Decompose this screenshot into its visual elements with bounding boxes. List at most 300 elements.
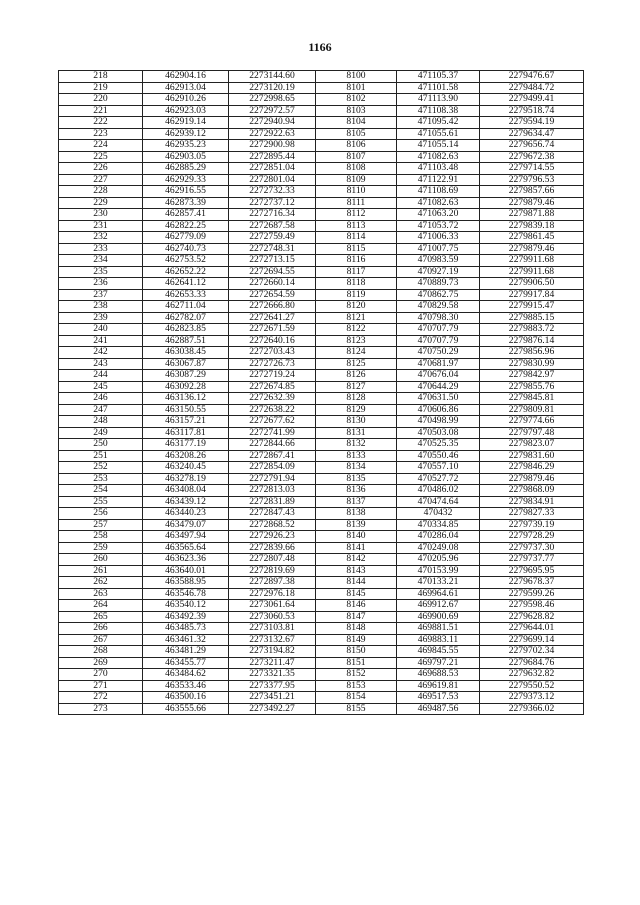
y-coordinate-right: 2279739.19: [480, 519, 584, 531]
point-id-left: 227: [59, 174, 143, 186]
x-coordinate-left: 463500.16: [143, 692, 229, 704]
y-coordinate-right: 2279714.55: [480, 163, 584, 175]
table-row: [59, 289, 584, 301]
x-coordinate-right: 470644.29: [397, 381, 480, 393]
x-coordinate-right: 470983.59: [397, 255, 480, 267]
x-coordinate-right: 470606.86: [397, 404, 480, 416]
x-coordinate-right: 471113.90: [397, 94, 480, 106]
point-id-right: 8123: [316, 335, 397, 347]
coordinates-table: [58, 70, 584, 715]
y-coordinate-left: 2272677.62: [229, 416, 316, 428]
point-id-left: 240: [59, 324, 143, 336]
table-row: [59, 243, 584, 255]
x-coordinate-right: 470750.29: [397, 347, 480, 359]
point-id-right: 8133: [316, 450, 397, 462]
y-coordinate-right: 2279911.68: [480, 255, 584, 267]
point-id-right: 8102: [316, 94, 397, 106]
y-coordinate-left: 2272632.39: [229, 393, 316, 405]
x-coordinate-left: 462641.12: [143, 278, 229, 290]
x-coordinate-left: 462913.04: [143, 82, 229, 94]
x-coordinate-left: 463067.87: [143, 358, 229, 370]
y-coordinate-right: 2279598.46: [480, 600, 584, 612]
x-coordinate-right: 470474.64: [397, 496, 480, 508]
point-id-left: 220: [59, 94, 143, 106]
point-id-right: 8111: [316, 197, 397, 209]
x-coordinate-right: 469688.53: [397, 669, 480, 681]
y-coordinate-right: 2279774.66: [480, 416, 584, 428]
x-coordinate-left: 463485.73: [143, 623, 229, 635]
point-id-left: 247: [59, 404, 143, 416]
point-id-left: 239: [59, 312, 143, 324]
point-id-right: 8114: [316, 232, 397, 244]
point-id-left: 244: [59, 370, 143, 382]
x-coordinate-right: 471082.63: [397, 197, 480, 209]
point-id-left: 218: [59, 71, 143, 83]
x-coordinate-right: 470286.04: [397, 531, 480, 543]
table-row: [59, 554, 584, 566]
y-coordinate-left: 2272854.09: [229, 462, 316, 474]
y-coordinate-right: 2279911.68: [480, 266, 584, 278]
y-coordinate-left: 2272748.31: [229, 243, 316, 255]
point-id-right: 8113: [316, 220, 397, 232]
x-coordinate-right: 471108.38: [397, 105, 480, 117]
x-coordinate-right: 470707.79: [397, 324, 480, 336]
y-coordinate-right: 2279834.91: [480, 496, 584, 508]
x-coordinate-left: 462929.33: [143, 174, 229, 186]
x-coordinate-right: 470334.85: [397, 519, 480, 531]
point-id-left: 238: [59, 301, 143, 313]
point-id-right: 8106: [316, 140, 397, 152]
point-id-left: 263: [59, 588, 143, 600]
x-coordinate-right: 470527.72: [397, 473, 480, 485]
table-row: [59, 577, 584, 589]
point-id-right: 8141: [316, 542, 397, 554]
point-id-right: 8154: [316, 692, 397, 704]
table-row: [59, 255, 584, 267]
table-row: [59, 94, 584, 106]
y-coordinate-left: 2272654.59: [229, 289, 316, 301]
y-coordinate-right: 2279678.37: [480, 577, 584, 589]
x-coordinate-right: 470631.50: [397, 393, 480, 405]
y-coordinate-right: 2279632.82: [480, 669, 584, 681]
table-row: [59, 393, 584, 405]
y-coordinate-left: 2272868.52: [229, 519, 316, 531]
y-coordinate-right: 2279634.47: [480, 128, 584, 140]
table-row: [59, 485, 584, 497]
y-coordinate-right: 2279917.84: [480, 289, 584, 301]
table-row: [59, 140, 584, 152]
table-row: [59, 232, 584, 244]
y-coordinate-left: 2272671.59: [229, 324, 316, 336]
table-row: [59, 209, 584, 221]
table-row: [59, 600, 584, 612]
point-id-left: 221: [59, 105, 143, 117]
point-id-right: 8128: [316, 393, 397, 405]
x-coordinate-left: 462652.22: [143, 266, 229, 278]
point-id-left: 223: [59, 128, 143, 140]
y-coordinate-right: 2279906.50: [480, 278, 584, 290]
x-coordinate-right: 471095.42: [397, 117, 480, 129]
point-id-right: 8117: [316, 266, 397, 278]
point-id-left: 229: [59, 197, 143, 209]
point-id-left: 254: [59, 485, 143, 497]
x-coordinate-right: 470503.08: [397, 427, 480, 439]
x-coordinate-right: 470486.02: [397, 485, 480, 497]
y-coordinate-left: 2273132.67: [229, 634, 316, 646]
table-row: [59, 128, 584, 140]
point-id-left: 242: [59, 347, 143, 359]
point-id-left: 231: [59, 220, 143, 232]
x-coordinate-right: 469619.81: [397, 680, 480, 692]
page-number: 1166: [308, 40, 332, 54]
y-coordinate-left: 2272900.98: [229, 140, 316, 152]
x-coordinate-left: 463439.12: [143, 496, 229, 508]
y-coordinate-left: 2273492.27: [229, 703, 316, 715]
y-coordinate-right: 2279861.45: [480, 232, 584, 244]
y-coordinate-left: 2272737.12: [229, 197, 316, 209]
y-coordinate-left: 2273120.19: [229, 82, 316, 94]
x-coordinate-left: 463136.12: [143, 393, 229, 405]
y-coordinate-left: 2272687.58: [229, 220, 316, 232]
x-coordinate-left: 462753.52: [143, 255, 229, 267]
x-coordinate-right: 469797.21: [397, 657, 480, 669]
point-id-left: 241: [59, 335, 143, 347]
point-id-right: 8140: [316, 531, 397, 543]
x-coordinate-right: 471108.69: [397, 186, 480, 198]
x-coordinate-left: 462887.51: [143, 335, 229, 347]
x-coordinate-left: 463546.78: [143, 588, 229, 600]
table-row: [59, 531, 584, 543]
point-id-right: 8127: [316, 381, 397, 393]
x-coordinate-left: 462740.73: [143, 243, 229, 255]
x-coordinate-left: 463640.01: [143, 565, 229, 577]
y-coordinate-right: 2279702.34: [480, 646, 584, 658]
y-coordinate-left: 2272926.23: [229, 531, 316, 543]
x-coordinate-left: 463208.26: [143, 450, 229, 462]
point-id-right: 8100: [316, 71, 397, 83]
point-id-left: 230: [59, 209, 143, 221]
x-coordinate-right: 471063.20: [397, 209, 480, 221]
point-id-right: 8126: [316, 370, 397, 382]
y-coordinate-right: 2279868.09: [480, 485, 584, 497]
x-coordinate-left: 462653.33: [143, 289, 229, 301]
x-coordinate-left: 463117.81: [143, 427, 229, 439]
point-id-right: 8103: [316, 105, 397, 117]
point-id-right: 8110: [316, 186, 397, 198]
x-coordinate-right: 470889.73: [397, 278, 480, 290]
x-coordinate-right: 470557.10: [397, 462, 480, 474]
table-row: [59, 703, 584, 715]
x-coordinate-left: 463092.28: [143, 381, 229, 393]
point-id-right: 8149: [316, 634, 397, 646]
table-row: [59, 278, 584, 290]
point-id-left: 225: [59, 151, 143, 163]
table-row: [59, 519, 584, 531]
y-coordinate-right: 2279797.48: [480, 427, 584, 439]
y-coordinate-left: 2272831.89: [229, 496, 316, 508]
table-row: [59, 439, 584, 451]
x-coordinate-right: 471105.37: [397, 71, 480, 83]
x-coordinate-right: 471007.75: [397, 243, 480, 255]
point-id-left: 253: [59, 473, 143, 485]
point-id-right: 8119: [316, 289, 397, 301]
x-coordinate-left: 462885.29: [143, 163, 229, 175]
y-coordinate-right: 2279644.01: [480, 623, 584, 635]
table-row: [59, 404, 584, 416]
y-coordinate-right: 2279885.15: [480, 312, 584, 324]
point-id-right: 8143: [316, 565, 397, 577]
y-coordinate-right: 2279839.18: [480, 220, 584, 232]
y-coordinate-left: 2272922.63: [229, 128, 316, 140]
x-coordinate-left: 463481.29: [143, 646, 229, 658]
x-coordinate-right: 470927.19: [397, 266, 480, 278]
point-id-left: 233: [59, 243, 143, 255]
table-row: [59, 71, 584, 83]
x-coordinate-left: 463484.62: [143, 669, 229, 681]
x-coordinate-left: 463540.12: [143, 600, 229, 612]
x-coordinate-left: 463157.21: [143, 416, 229, 428]
x-coordinate-right: 471055.14: [397, 140, 480, 152]
x-coordinate-left: 462711.04: [143, 301, 229, 313]
table-row: [59, 646, 584, 658]
point-id-right: 8121: [316, 312, 397, 324]
point-id-left: 236: [59, 278, 143, 290]
x-coordinate-right: 471055.61: [397, 128, 480, 140]
y-coordinate-left: 2272819.69: [229, 565, 316, 577]
point-id-right: 8129: [316, 404, 397, 416]
y-coordinate-right: 2279879.46: [480, 243, 584, 255]
x-coordinate-left: 463492.39: [143, 611, 229, 623]
point-id-right: 8122: [316, 324, 397, 336]
x-coordinate-right: 470498.99: [397, 416, 480, 428]
y-coordinate-left: 2272741.99: [229, 427, 316, 439]
x-coordinate-right: 470133.21: [397, 577, 480, 589]
x-coordinate-right: 470798.30: [397, 312, 480, 324]
table-row: [59, 163, 584, 175]
y-coordinate-left: 2272713.15: [229, 255, 316, 267]
point-id-right: 8112: [316, 209, 397, 221]
table-row: [59, 301, 584, 313]
y-coordinate-right: 2279871.88: [480, 209, 584, 221]
point-id-left: 255: [59, 496, 143, 508]
x-coordinate-left: 463440.23: [143, 508, 229, 520]
point-id-right: 8125: [316, 358, 397, 370]
y-coordinate-left: 2272716.34: [229, 209, 316, 221]
point-id-right: 8138: [316, 508, 397, 520]
y-coordinate-left: 2273060.53: [229, 611, 316, 623]
y-coordinate-left: 2272847.43: [229, 508, 316, 520]
point-id-right: 8135: [316, 473, 397, 485]
x-coordinate-right: 469964.61: [397, 588, 480, 600]
x-coordinate-right: 470525.35: [397, 439, 480, 451]
table-row: [59, 197, 584, 209]
x-coordinate-left: 463038.45: [143, 347, 229, 359]
table-row: [59, 623, 584, 635]
point-id-left: 257: [59, 519, 143, 531]
y-coordinate-left: 2273103.81: [229, 623, 316, 635]
point-id-left: 224: [59, 140, 143, 152]
y-coordinate-right: 2279857.66: [480, 186, 584, 198]
table-row: [59, 565, 584, 577]
point-id-left: 266: [59, 623, 143, 635]
point-id-left: 265: [59, 611, 143, 623]
table-row: [59, 105, 584, 117]
y-coordinate-left: 2272660.14: [229, 278, 316, 290]
x-coordinate-right: 471053.72: [397, 220, 480, 232]
point-id-right: 8105: [316, 128, 397, 140]
x-coordinate-left: 463479.07: [143, 519, 229, 531]
point-id-left: 226: [59, 163, 143, 175]
x-coordinate-left: 462822.25: [143, 220, 229, 232]
table-row: [59, 427, 584, 439]
point-id-left: 249: [59, 427, 143, 439]
x-coordinate-left: 463455.77: [143, 657, 229, 669]
point-id-left: 246: [59, 393, 143, 405]
y-coordinate-left: 2272998.65: [229, 94, 316, 106]
x-coordinate-right: 470707.79: [397, 335, 480, 347]
x-coordinate-left: 462919.14: [143, 117, 229, 129]
table-row: [59, 335, 584, 347]
table-row: [59, 634, 584, 646]
point-id-right: 8151: [316, 657, 397, 669]
point-id-right: 8131: [316, 427, 397, 439]
point-id-right: 8148: [316, 623, 397, 635]
y-coordinate-right: 2279845.81: [480, 393, 584, 405]
point-id-left: 267: [59, 634, 143, 646]
point-id-left: 259: [59, 542, 143, 554]
point-id-left: 219: [59, 82, 143, 94]
x-coordinate-right: 470432: [397, 508, 480, 520]
table-row: [59, 496, 584, 508]
y-coordinate-right: 2279830.99: [480, 358, 584, 370]
x-coordinate-left: 462935.23: [143, 140, 229, 152]
table-row: [59, 692, 584, 704]
point-id-left: 252: [59, 462, 143, 474]
table-row: [59, 542, 584, 554]
point-id-right: 8124: [316, 347, 397, 359]
y-coordinate-left: 2272851.04: [229, 163, 316, 175]
y-coordinate-right: 2279827.33: [480, 508, 584, 520]
y-coordinate-left: 2273144.60: [229, 71, 316, 83]
point-id-left: 261: [59, 565, 143, 577]
y-coordinate-right: 2279656.74: [480, 140, 584, 152]
point-id-left: 270: [59, 669, 143, 681]
table-row: [59, 312, 584, 324]
y-coordinate-right: 2279366.02: [480, 703, 584, 715]
y-coordinate-left: 2273194.82: [229, 646, 316, 658]
point-id-right: 8132: [316, 439, 397, 451]
table-row: [59, 450, 584, 462]
point-id-left: 232: [59, 232, 143, 244]
point-id-left: 271: [59, 680, 143, 692]
y-coordinate-left: 2272638.22: [229, 404, 316, 416]
y-coordinate-left: 2272844.66: [229, 439, 316, 451]
x-coordinate-right: 469845.55: [397, 646, 480, 658]
table-row: [59, 508, 584, 520]
point-id-right: 8104: [316, 117, 397, 129]
y-coordinate-right: 2279518.74: [480, 105, 584, 117]
x-coordinate-right: 469517.53: [397, 692, 480, 704]
point-id-right: 8109: [316, 174, 397, 186]
point-id-left: 235: [59, 266, 143, 278]
y-coordinate-right: 2279599.26: [480, 588, 584, 600]
x-coordinate-right: 470205.96: [397, 554, 480, 566]
y-coordinate-left: 2272807.48: [229, 554, 316, 566]
x-coordinate-right: 470681.97: [397, 358, 480, 370]
y-coordinate-left: 2272895.44: [229, 151, 316, 163]
table-row: [59, 186, 584, 198]
point-id-left: 251: [59, 450, 143, 462]
y-coordinate-left: 2272801.04: [229, 174, 316, 186]
x-coordinate-left: 462904.16: [143, 71, 229, 83]
table-row: [59, 588, 584, 600]
y-coordinate-left: 2273377.95: [229, 680, 316, 692]
table-row: [59, 657, 584, 669]
x-coordinate-left: 463177.19: [143, 439, 229, 451]
y-coordinate-left: 2272726.73: [229, 358, 316, 370]
table-row: [59, 381, 584, 393]
table-row: [59, 266, 584, 278]
y-coordinate-left: 2272897.38: [229, 577, 316, 589]
y-coordinate-right: 2279476.67: [480, 71, 584, 83]
y-coordinate-left: 2273061.64: [229, 600, 316, 612]
x-coordinate-right: 470829.58: [397, 301, 480, 313]
table-row: [59, 416, 584, 428]
point-id-right: 8130: [316, 416, 397, 428]
y-coordinate-right: 2279695.95: [480, 565, 584, 577]
y-coordinate-left: 2272839.66: [229, 542, 316, 554]
x-coordinate-right: 471103.48: [397, 163, 480, 175]
point-id-right: 8134: [316, 462, 397, 474]
y-coordinate-right: 2279846.29: [480, 462, 584, 474]
point-id-right: 8153: [316, 680, 397, 692]
point-id-left: 256: [59, 508, 143, 520]
table-row: [59, 473, 584, 485]
x-coordinate-left: 463150.55: [143, 404, 229, 416]
y-coordinate-left: 2272759.49: [229, 232, 316, 244]
table-row: [59, 324, 584, 336]
point-id-right: 8101: [316, 82, 397, 94]
y-coordinate-right: 2279499.41: [480, 94, 584, 106]
x-coordinate-right: 469912.67: [397, 600, 480, 612]
point-id-right: 8150: [316, 646, 397, 658]
x-coordinate-left: 462823.85: [143, 324, 229, 336]
y-coordinate-left: 2272976.18: [229, 588, 316, 600]
y-coordinate-right: 2279879.46: [480, 197, 584, 209]
y-coordinate-right: 2279728.29: [480, 531, 584, 543]
table-row: [59, 462, 584, 474]
point-id-left: 269: [59, 657, 143, 669]
y-coordinate-left: 2273451.21: [229, 692, 316, 704]
x-coordinate-left: 463588.95: [143, 577, 229, 589]
x-coordinate-left: 462910.26: [143, 94, 229, 106]
y-coordinate-left: 2272703.43: [229, 347, 316, 359]
point-id-right: 8152: [316, 669, 397, 681]
y-coordinate-left: 2272732.33: [229, 186, 316, 198]
point-id-right: 8116: [316, 255, 397, 267]
y-coordinate-left: 2272694.55: [229, 266, 316, 278]
point-id-right: 8147: [316, 611, 397, 623]
point-id-left: 262: [59, 577, 143, 589]
x-coordinate-left: 463278.19: [143, 473, 229, 485]
point-id-right: 8107: [316, 151, 397, 163]
y-coordinate-right: 2279831.60: [480, 450, 584, 462]
table-row: [59, 220, 584, 232]
y-coordinate-left: 2272791.94: [229, 473, 316, 485]
x-coordinate-left: 462873.39: [143, 197, 229, 209]
point-id-right: 8144: [316, 577, 397, 589]
point-id-left: 243: [59, 358, 143, 370]
